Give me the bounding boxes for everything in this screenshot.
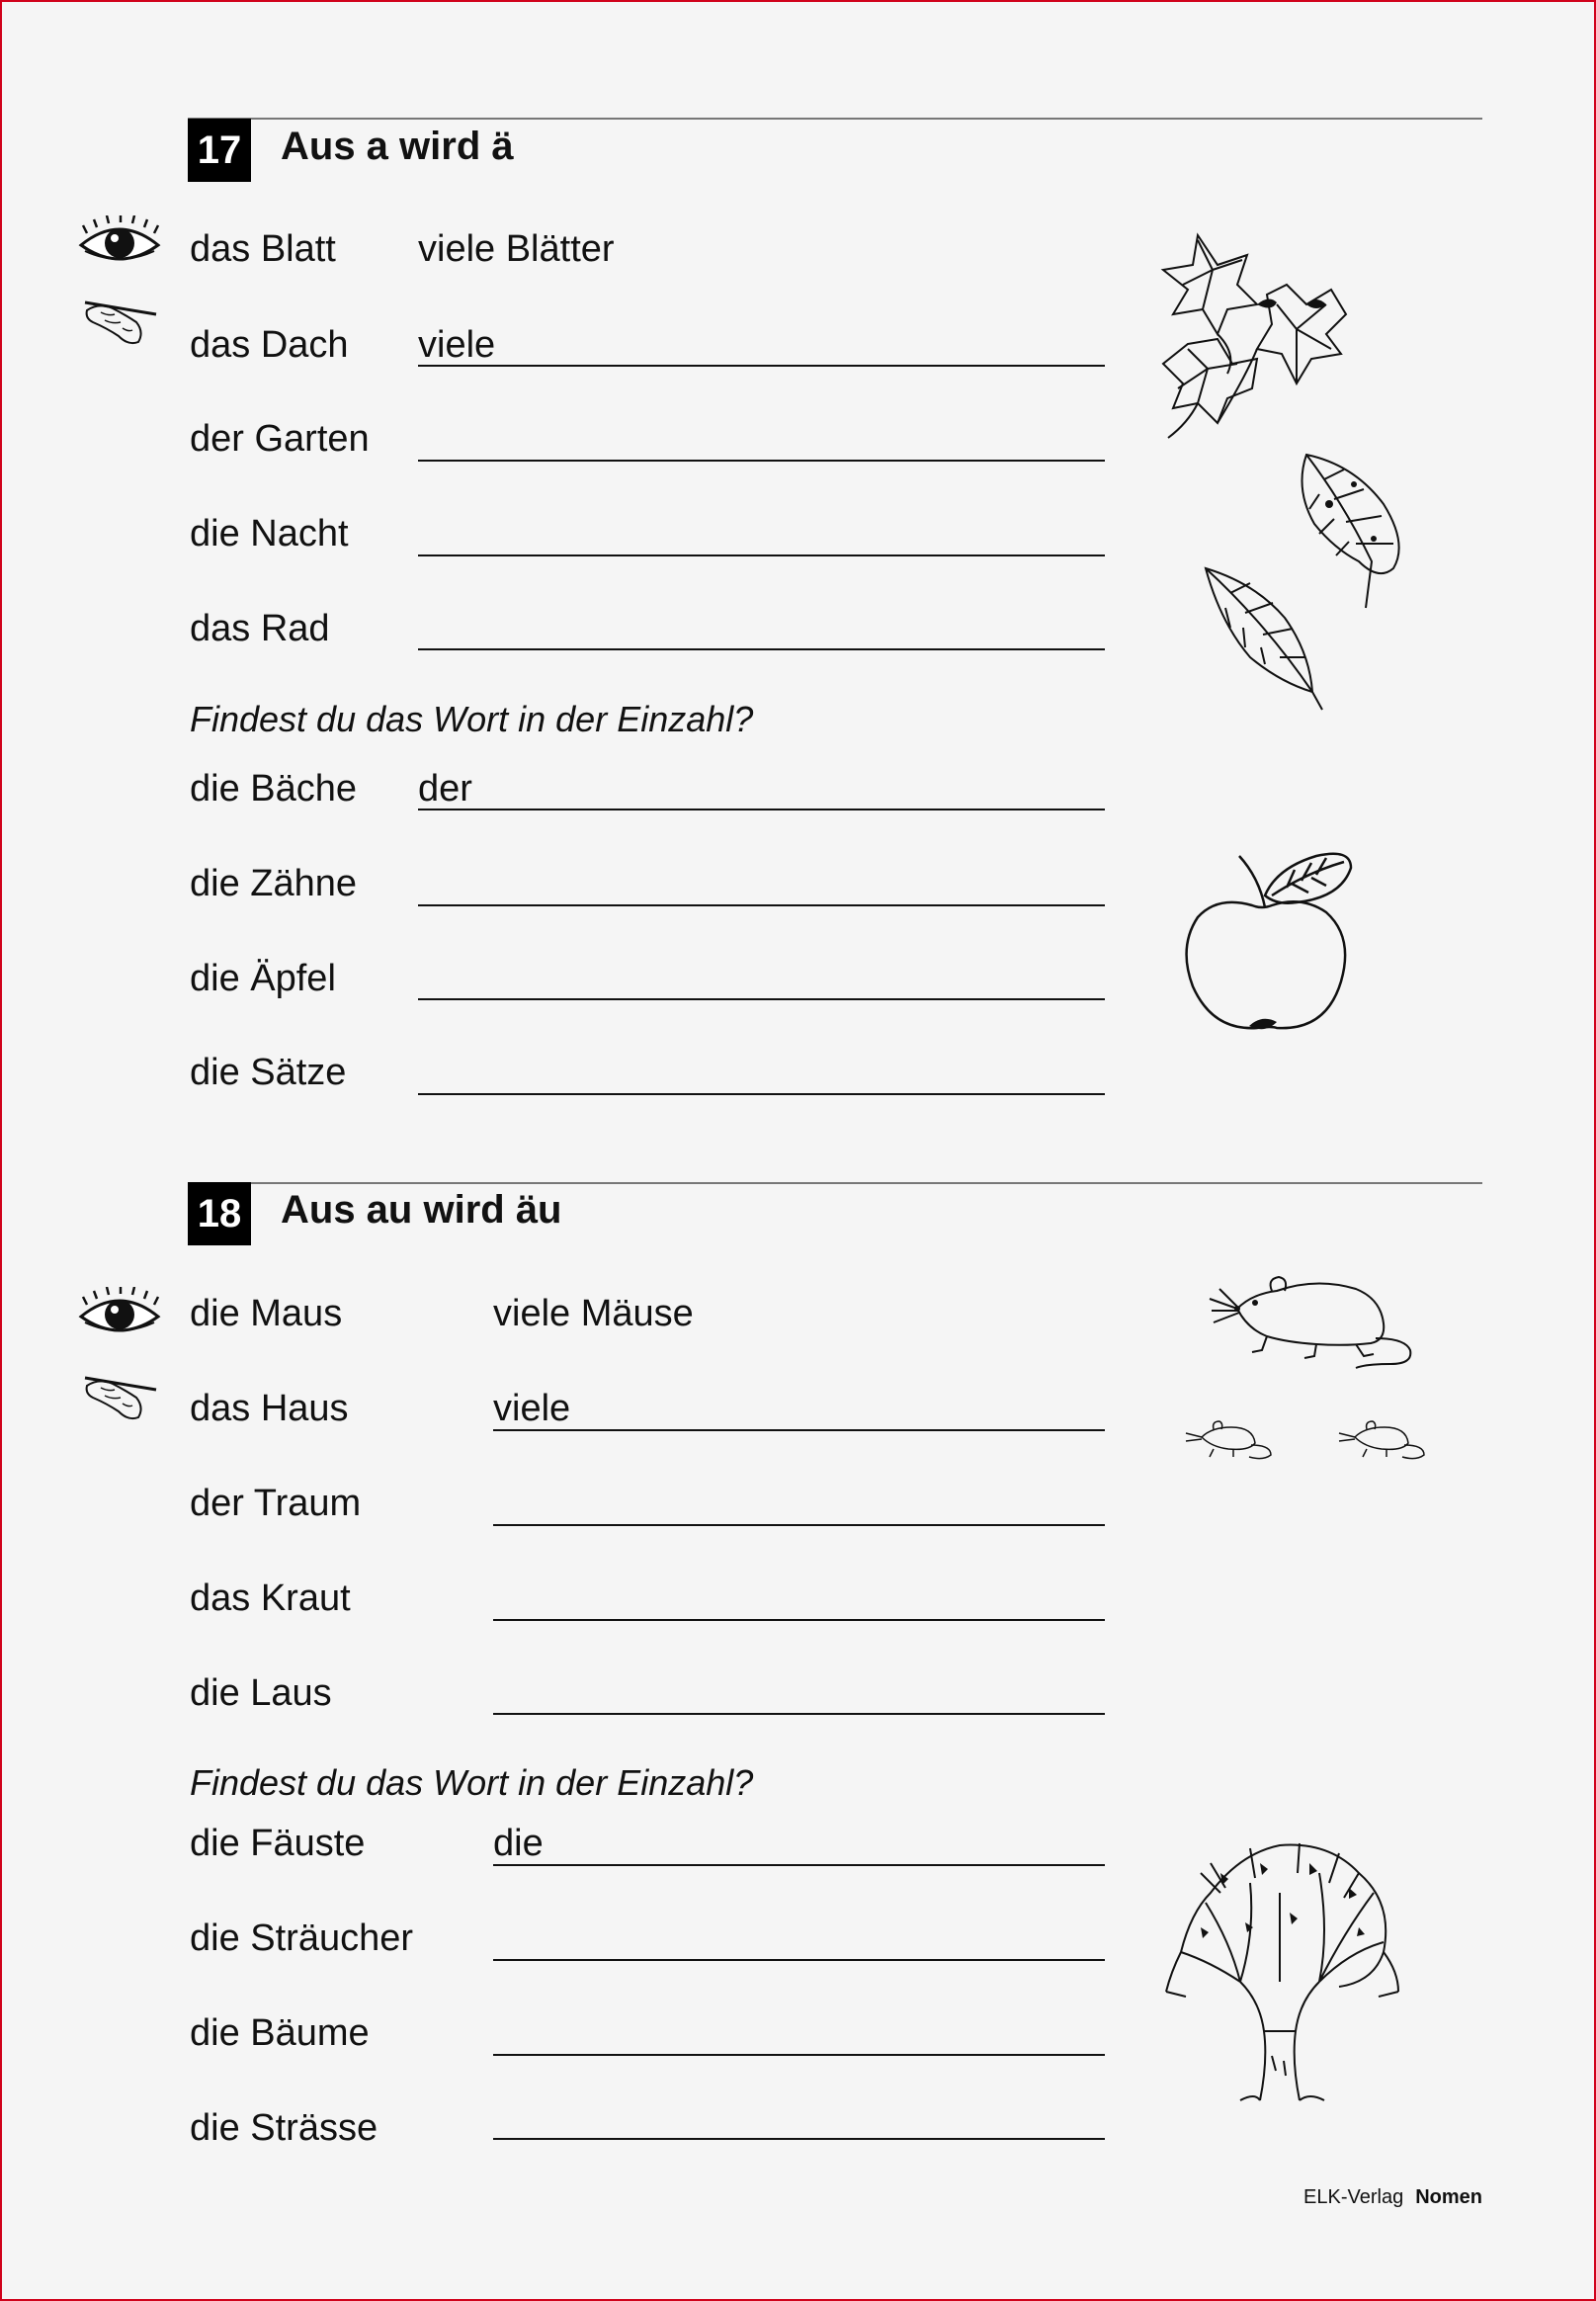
reverse-word: die Sträucher xyxy=(190,1918,414,1959)
reverse-word: die Zähne xyxy=(190,863,358,904)
example-singular: die Maus xyxy=(190,1293,343,1334)
section-18-title: Aus au wird äu xyxy=(281,1188,562,1232)
answer-line[interactable] xyxy=(493,2138,1105,2140)
answer-line[interactable] xyxy=(418,904,1105,906)
answer-line[interactable] xyxy=(493,1713,1105,1715)
writing-hand-icon xyxy=(79,293,160,348)
answer-line[interactable] xyxy=(418,1093,1105,1095)
tree-illustration xyxy=(1161,1833,1403,2105)
prompt-word: das Dach xyxy=(190,324,349,366)
leaves-illustration xyxy=(1196,445,1418,712)
answer-prefill: viele xyxy=(493,1388,571,1429)
instruction: Findest du das Wort in der Einzahl? xyxy=(190,699,754,739)
reverse-word: die Bäume xyxy=(190,2012,370,2054)
writing-hand-icon xyxy=(79,1368,160,1423)
eye-icon xyxy=(77,215,162,271)
answer-line[interactable] xyxy=(493,1864,1105,1866)
example-plural: viele Blätter xyxy=(418,228,615,270)
example-singular: das Blatt xyxy=(190,228,336,270)
answer-line[interactable] xyxy=(418,809,1105,810)
prompt-word: der Traum xyxy=(190,1483,362,1524)
reverse-word: die Strässe xyxy=(190,2107,378,2149)
instruction: Findest du das Wort in der Einzahl? xyxy=(190,1762,754,1803)
footer xyxy=(1303,2186,1482,2209)
prompt-word: der Garten xyxy=(190,418,370,460)
reverse-word: die Fäuste xyxy=(190,1823,366,1864)
answer-line[interactable] xyxy=(493,1619,1105,1621)
small-mouse-illustration xyxy=(1184,1415,1275,1463)
ivy-leaves-illustration xyxy=(1158,225,1366,443)
eye-icon xyxy=(77,1287,162,1342)
answer-prefill: der xyxy=(418,768,472,810)
prompt-word: das Rad xyxy=(190,608,330,649)
reverse-word: die Äpfel xyxy=(190,958,336,999)
example-plural: viele Mäuse xyxy=(493,1293,694,1334)
answer-line[interactable] xyxy=(493,1524,1105,1526)
answer-line[interactable] xyxy=(418,648,1105,650)
reverse-word: die Bäche xyxy=(190,768,358,810)
prompt-word: die Laus xyxy=(190,1672,332,1714)
mouse-illustration xyxy=(1208,1269,1415,1370)
small-mouse-illustration xyxy=(1337,1415,1428,1463)
answer-prefill: die xyxy=(493,1823,544,1864)
footer-topic: Nomen xyxy=(1415,2186,1482,2208)
answer-line[interactable] xyxy=(493,1959,1105,1961)
section-17-title: Aus a wird ä xyxy=(281,125,514,168)
prompt-word: das Kraut xyxy=(190,1577,351,1619)
prompt-word: die Nacht xyxy=(190,513,349,554)
section-17-number: 17 xyxy=(188,119,251,182)
answer-line[interactable] xyxy=(418,998,1105,1000)
apple-illustration xyxy=(1178,848,1356,1038)
prompt-word: das Haus xyxy=(190,1388,349,1429)
answer-line[interactable] xyxy=(493,1429,1105,1431)
answer-line[interactable] xyxy=(493,2054,1105,2056)
footer-publisher: ELK-Verlag xyxy=(1303,2186,1404,2208)
answer-line[interactable] xyxy=(418,365,1105,367)
answer-prefill: viele xyxy=(418,324,496,366)
answer-line[interactable] xyxy=(418,460,1105,462)
section-18-number: 18 xyxy=(188,1182,251,1245)
reverse-word: die Sätze xyxy=(190,1052,347,1093)
answer-line[interactable] xyxy=(418,554,1105,556)
